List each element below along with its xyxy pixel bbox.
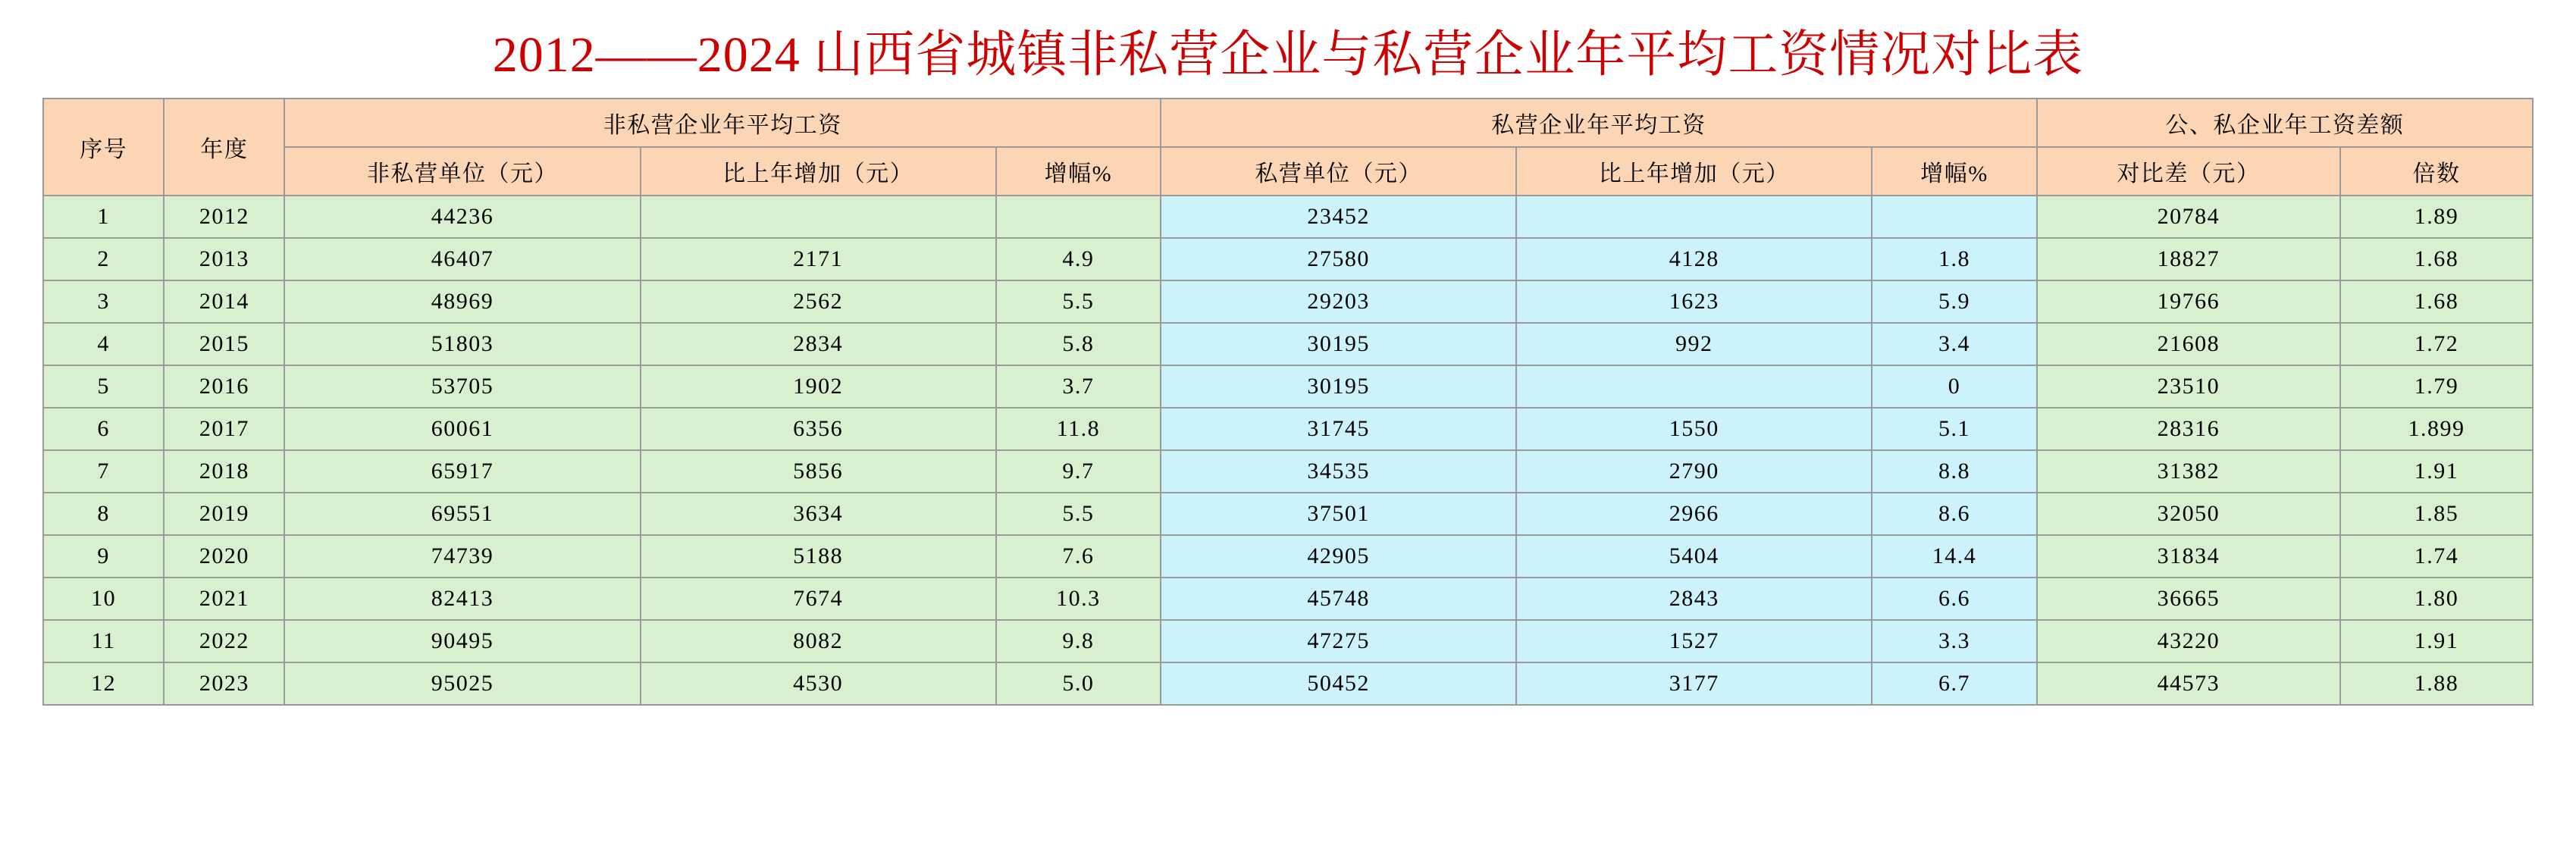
cell-nonprivate-increase: 2834 (641, 323, 996, 365)
cell-nonprivate-increase: 3634 (641, 493, 996, 535)
cell-year: 2018 (164, 450, 284, 493)
cell-nonprivate-wage: 69551 (284, 493, 640, 535)
cell-difference-value: 36665 (2037, 578, 2340, 620)
table-row (43, 620, 2533, 662)
table-container (0, 98, 2576, 706)
cell-year: 2020 (164, 535, 284, 578)
cell-private-increase: 1550 (1516, 408, 1872, 450)
cell-difference-times: 1.85 (2340, 493, 2533, 535)
cell-difference-value: 23510 (2037, 365, 2340, 408)
wage-comparison-table (42, 98, 2534, 706)
cell-private-wage: 47275 (1161, 620, 1516, 662)
cell-difference-value: 44573 (2037, 662, 2340, 705)
cell-private-wage: 30195 (1161, 323, 1516, 365)
cell-private-rate: 1.8 (1872, 238, 2036, 280)
cell-difference-value: 18827 (2037, 238, 2340, 280)
cell-difference-times: 1.91 (2340, 450, 2533, 493)
cell-private-increase: 3177 (1516, 662, 1872, 705)
cell-seq: 2 (43, 238, 164, 280)
cell-difference-times: 1.899 (2340, 408, 2533, 450)
cell-private-increase: 2790 (1516, 450, 1872, 493)
cell-nonprivate-rate: 10.3 (996, 578, 1161, 620)
cell-seq: 10 (43, 578, 164, 620)
table-row (43, 535, 2533, 578)
cell-nonprivate-wage: 51803 (284, 323, 640, 365)
cell-private-wage: 50452 (1161, 662, 1516, 705)
cell-private-increase: 2966 (1516, 493, 1872, 535)
cell-private-increase (1516, 196, 1872, 238)
cell-private-wage: 34535 (1161, 450, 1516, 493)
cell-nonprivate-wage: 74739 (284, 535, 640, 578)
cell-nonprivate-rate: 7.6 (996, 535, 1161, 578)
column-header-seq: 序号 (43, 99, 164, 196)
cell-nonprivate-wage: 65917 (284, 450, 640, 493)
cell-difference-value: 32050 (2037, 493, 2340, 535)
cell-seq: 1 (43, 196, 164, 238)
column-header-nonprivate-increase: 比上年增加（元） (641, 147, 996, 196)
cell-difference-value: 43220 (2037, 620, 2340, 662)
cell-private-wage: 37501 (1161, 493, 1516, 535)
cell-nonprivate-wage: 60061 (284, 408, 640, 450)
cell-nonprivate-rate: 5.5 (996, 280, 1161, 323)
cell-nonprivate-increase: 6356 (641, 408, 996, 450)
cell-nonprivate-increase: 7674 (641, 578, 996, 620)
cell-private-rate (1872, 196, 2036, 238)
cell-difference-value: 20784 (2037, 196, 2340, 238)
cell-nonprivate-rate: 9.8 (996, 620, 1161, 662)
cell-difference-value: 31382 (2037, 450, 2340, 493)
cell-nonprivate-rate: 3.7 (996, 365, 1161, 408)
cell-private-increase: 4128 (1516, 238, 1872, 280)
page-title: 2012——2024 山西省城镇非私营企业与私营企业年平均工资情况对比表 (492, 27, 2084, 83)
cell-seq: 9 (43, 535, 164, 578)
cell-nonprivate-wage: 53705 (284, 365, 640, 408)
table-row (43, 408, 2533, 450)
cell-nonprivate-increase (641, 196, 996, 238)
cell-private-wage: 27580 (1161, 238, 1516, 280)
cell-nonprivate-increase: 5188 (641, 535, 996, 578)
cell-nonprivate-wage: 44236 (284, 196, 640, 238)
cell-nonprivate-increase: 1902 (641, 365, 996, 408)
cell-year: 2017 (164, 408, 284, 450)
column-header-private-wage: 私营单位（元） (1161, 147, 1516, 196)
cell-private-wage: 42905 (1161, 535, 1516, 578)
cell-private-wage: 29203 (1161, 280, 1516, 323)
cell-private-increase: 1527 (1516, 620, 1872, 662)
cell-private-increase: 5404 (1516, 535, 1872, 578)
cell-difference-times: 1.68 (2340, 280, 2533, 323)
column-header-nonprivate-rate: 增幅% (996, 147, 1161, 196)
cell-nonprivate-wage: 48969 (284, 280, 640, 323)
cell-seq: 11 (43, 620, 164, 662)
cell-private-wage: 45748 (1161, 578, 1516, 620)
cell-difference-times: 1.68 (2340, 238, 2533, 280)
cell-seq: 8 (43, 493, 164, 535)
cell-private-wage: 30195 (1161, 365, 1516, 408)
cell-private-increase: 2843 (1516, 578, 1872, 620)
cell-seq: 3 (43, 280, 164, 323)
table-head (43, 99, 2533, 196)
cell-nonprivate-rate (996, 196, 1161, 238)
cell-difference-times: 1.89 (2340, 196, 2533, 238)
cell-private-rate: 6.7 (1872, 662, 2036, 705)
table-row (43, 196, 2533, 238)
cell-year: 2023 (164, 662, 284, 705)
cell-private-increase: 992 (1516, 323, 1872, 365)
cell-difference-value: 28316 (2037, 408, 2340, 450)
cell-difference-times: 1.74 (2340, 535, 2533, 578)
cell-nonprivate-increase: 2562 (641, 280, 996, 323)
cell-year: 2016 (164, 365, 284, 408)
cell-private-wage: 31745 (1161, 408, 1516, 450)
column-header-private-rate: 增幅% (1872, 147, 2036, 196)
cell-nonprivate-wage: 82413 (284, 578, 640, 620)
cell-nonprivate-rate: 5.5 (996, 493, 1161, 535)
cell-difference-value: 21608 (2037, 323, 2340, 365)
cell-nonprivate-increase: 5856 (641, 450, 996, 493)
cell-private-rate: 3.4 (1872, 323, 2036, 365)
cell-private-rate: 14.4 (1872, 535, 2036, 578)
cell-private-rate: 5.1 (1872, 408, 2036, 450)
column-header-private-increase: 比上年增加（元） (1516, 147, 1872, 196)
cell-nonprivate-wage: 90495 (284, 620, 640, 662)
table-row (43, 662, 2533, 705)
column-group-header-private: 私营企业年平均工资 (1161, 99, 2037, 147)
cell-year: 2022 (164, 620, 284, 662)
cell-year: 2013 (164, 238, 284, 280)
table-row (43, 280, 2533, 323)
cell-difference-value: 31834 (2037, 535, 2340, 578)
cell-nonprivate-increase: 4530 (641, 662, 996, 705)
cell-year: 2015 (164, 323, 284, 365)
cell-difference-value: 19766 (2037, 280, 2340, 323)
cell-seq: 6 (43, 408, 164, 450)
cell-seq: 5 (43, 365, 164, 408)
table-row (43, 238, 2533, 280)
cell-private-increase (1516, 365, 1872, 408)
cell-nonprivate-wage: 46407 (284, 238, 640, 280)
cell-nonprivate-rate: 5.0 (996, 662, 1161, 705)
cell-nonprivate-rate: 4.9 (996, 238, 1161, 280)
cell-difference-times: 1.72 (2340, 323, 2533, 365)
cell-year: 2012 (164, 196, 284, 238)
cell-nonprivate-rate: 5.8 (996, 323, 1161, 365)
table-row (43, 450, 2533, 493)
cell-difference-times: 1.80 (2340, 578, 2533, 620)
column-group-header-difference: 公、私企业年工资差额 (2037, 99, 2533, 147)
cell-seq: 12 (43, 662, 164, 705)
cell-private-rate: 6.6 (1872, 578, 2036, 620)
cell-nonprivate-increase: 2171 (641, 238, 996, 280)
table-row (43, 578, 2533, 620)
cell-difference-times: 1.88 (2340, 662, 2533, 705)
cell-year: 2019 (164, 493, 284, 535)
cell-private-increase: 1623 (1516, 280, 1872, 323)
cell-seq: 7 (43, 450, 164, 493)
cell-nonprivate-rate: 11.8 (996, 408, 1161, 450)
table-row (43, 323, 2533, 365)
cell-private-rate: 0 (1872, 365, 2036, 408)
table-row (43, 365, 2533, 408)
cell-difference-times: 1.91 (2340, 620, 2533, 662)
column-header-difference-times: 倍数 (2340, 147, 2533, 196)
column-header-difference-value: 对比差（元） (2037, 147, 2340, 196)
table-row (43, 493, 2533, 535)
cell-private-rate: 5.9 (1872, 280, 2036, 323)
table-group-header-row (43, 99, 2533, 147)
cell-private-wage: 23452 (1161, 196, 1516, 238)
cell-year: 2021 (164, 578, 284, 620)
cell-seq: 4 (43, 323, 164, 365)
cell-difference-times: 1.79 (2340, 365, 2533, 408)
column-group-header-nonprivate: 非私营企业年平均工资 (284, 99, 1161, 147)
table-sub-header-row (43, 147, 2533, 196)
cell-year: 2014 (164, 280, 284, 323)
cell-nonprivate-rate: 9.7 (996, 450, 1161, 493)
table-body (43, 196, 2533, 705)
column-header-year: 年度 (164, 99, 284, 196)
cell-private-rate: 8.8 (1872, 450, 2036, 493)
column-header-nonprivate-wage: 非私营单位（元） (284, 147, 640, 196)
cell-nonprivate-wage: 95025 (284, 662, 640, 705)
cell-nonprivate-increase: 8082 (641, 620, 996, 662)
cell-private-rate: 8.6 (1872, 493, 2036, 535)
cell-private-rate: 3.3 (1872, 620, 2036, 662)
